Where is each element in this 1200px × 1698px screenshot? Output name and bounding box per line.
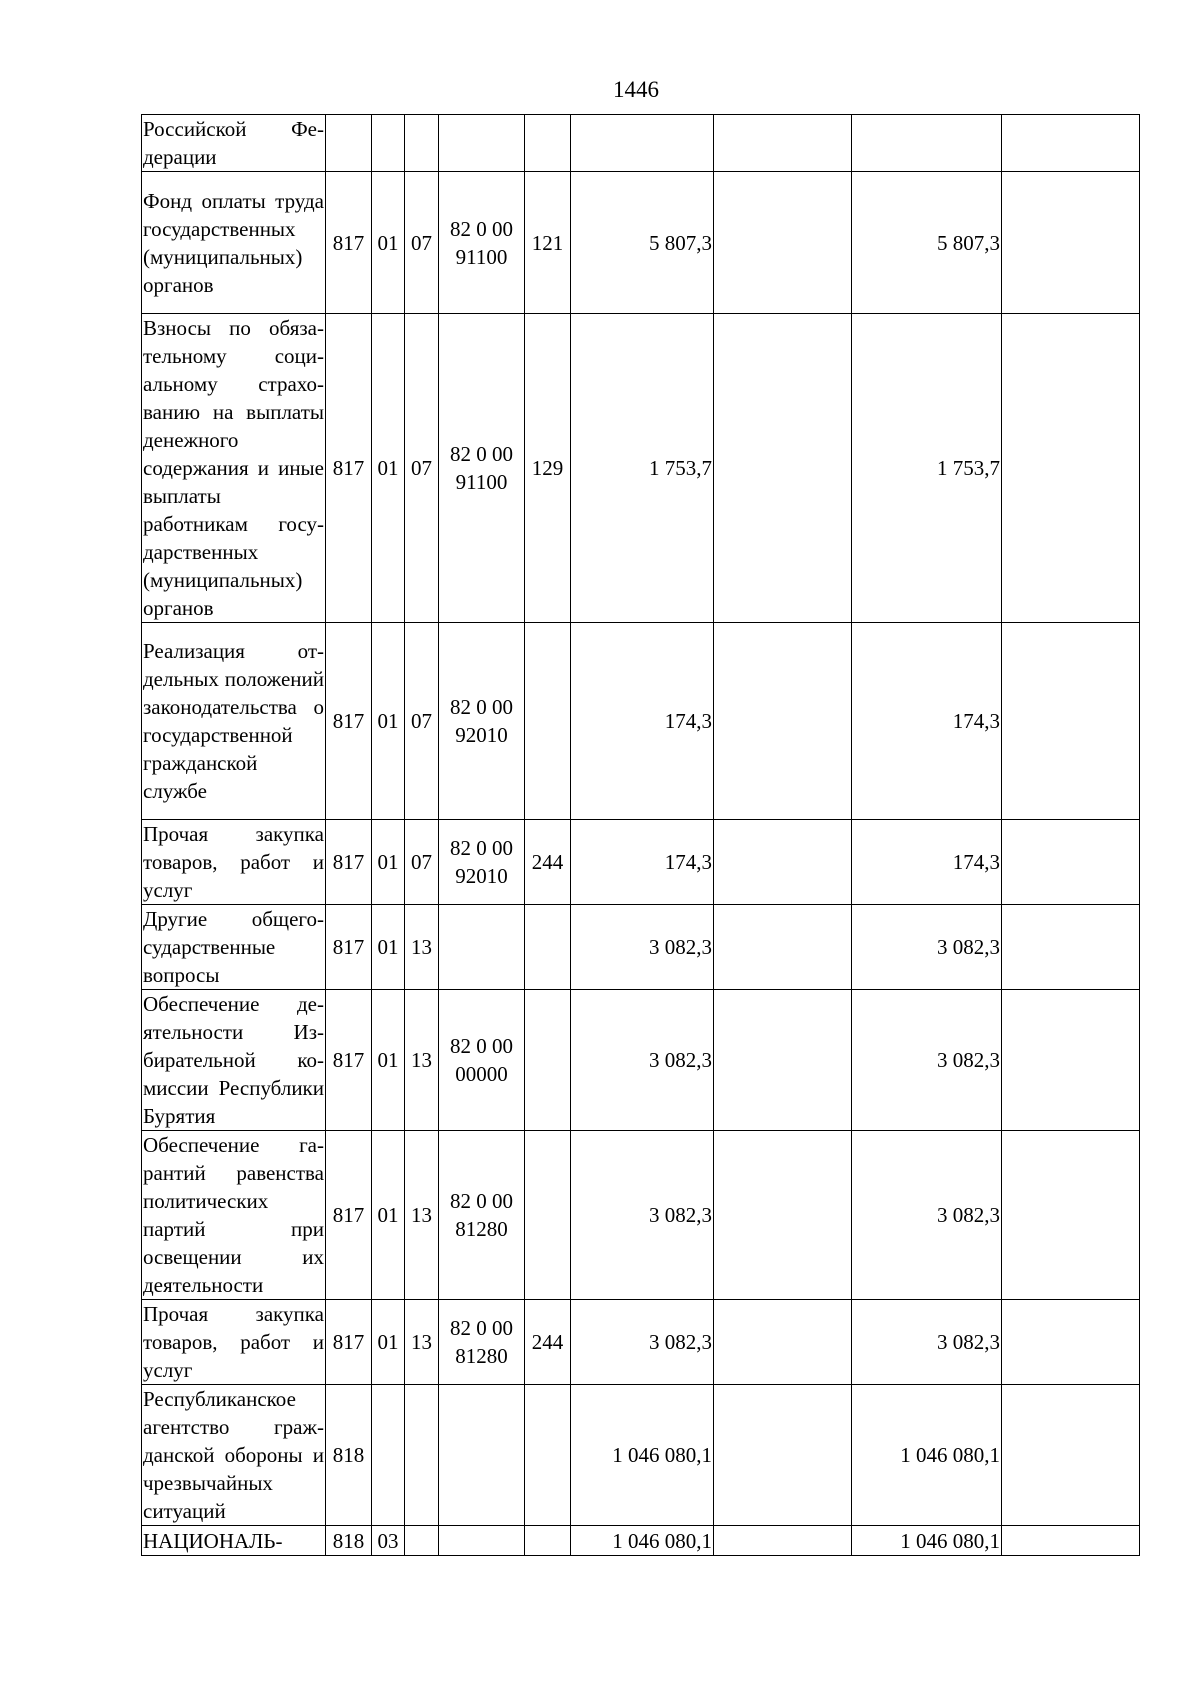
cell-target-article: 82 0 00 91100 — [439, 314, 525, 623]
cell-subsection: 13 — [405, 1300, 439, 1385]
cell-admin-code: 818 — [326, 1385, 372, 1526]
cell-section: 01 — [372, 623, 405, 820]
table-row — [142, 820, 1140, 905]
cell-target-article — [439, 1526, 525, 1556]
cell-amount-federal — [714, 990, 852, 1131]
cell-subsection: 13 — [405, 990, 439, 1131]
cell-amount-republic — [852, 115, 1002, 172]
cell-expense-type — [525, 115, 571, 172]
cell-target-article: 82 0 00 00000 — [439, 990, 525, 1131]
cell-subsection: 13 — [405, 1131, 439, 1300]
cell-admin-code: 817 — [326, 172, 372, 314]
cell-amount: 3 082,3 — [571, 1131, 714, 1300]
cell-amount-federal — [714, 115, 852, 172]
cell-section: 01 — [372, 172, 405, 314]
cell-target-article: 82 0 00 81280 — [439, 1131, 525, 1300]
cell-subsection — [405, 1526, 439, 1556]
cell-section: 03 — [372, 1526, 405, 1556]
cell-amount-federal — [714, 1385, 852, 1526]
cell-expense-type — [525, 905, 571, 990]
cell-subsection: 13 — [405, 905, 439, 990]
cell-amount: 174,3 — [571, 820, 714, 905]
table-row — [142, 172, 1140, 314]
cell-amount-federal — [714, 314, 852, 623]
cell-expense-type — [525, 1385, 571, 1526]
cell-admin-code: 817 — [326, 1300, 372, 1385]
cell-admin-code: 818 — [326, 1526, 372, 1556]
table-row — [142, 1300, 1140, 1385]
cell-amount-other — [1002, 1385, 1140, 1526]
cell-expense-type: 121 — [525, 172, 571, 314]
cell-expense-type — [525, 990, 571, 1131]
cell-expense-type: 244 — [525, 1300, 571, 1385]
cell-admin-code — [326, 115, 372, 172]
cell-target-article — [439, 1385, 525, 1526]
cell-amount-other — [1002, 990, 1140, 1131]
cell-amount-republic: 5 807,3 — [852, 172, 1002, 314]
cell-section — [372, 115, 405, 172]
cell-amount-other — [1002, 1131, 1140, 1300]
cell-amount: 3 082,3 — [571, 990, 714, 1131]
cell-amount: 3 082,3 — [571, 1300, 714, 1385]
cell-section: 01 — [372, 905, 405, 990]
cell-expense-type — [525, 1526, 571, 1556]
cell-target-article — [439, 905, 525, 990]
cell-description: Российской Федерации — [142, 115, 326, 172]
cell-amount-republic: 3 082,3 — [852, 905, 1002, 990]
cell-amount: 1 753,7 — [571, 314, 714, 623]
cell-amount-republic: 174,3 — [852, 820, 1002, 905]
cell-expense-type — [525, 623, 571, 820]
cell-amount-republic: 1 046 080,1 — [852, 1385, 1002, 1526]
cell-subsection — [405, 115, 439, 172]
cell-amount-republic: 3 082,3 — [852, 1131, 1002, 1300]
cell-admin-code: 817 — [326, 314, 372, 623]
cell-target-article: 82 0 00 91100 — [439, 172, 525, 314]
page-number: 1446 — [613, 77, 659, 102]
table-row — [142, 1385, 1140, 1526]
cell-description: Прочая закупка товаров, работ и услуг — [142, 820, 326, 905]
cell-description: Обеспечение деятельности Избирательной комиссии Республики Бурятия — [142, 990, 326, 1131]
table-row — [142, 905, 1140, 990]
cell-description: Обеспечение гарантий равенства политических партий при освещении их деятельности — [142, 1131, 326, 1300]
cell-target-article: 82 0 00 81280 — [439, 1300, 525, 1385]
cell-amount-republic: 1 753,7 — [852, 314, 1002, 623]
cell-section: 01 — [372, 820, 405, 905]
cell-expense-type: 129 — [525, 314, 571, 623]
cell-amount-republic: 3 082,3 — [852, 990, 1002, 1131]
cell-description: Прочая закупка товаров, работ и услуг — [142, 1300, 326, 1385]
cell-amount-other — [1002, 623, 1140, 820]
cell-admin-code: 817 — [326, 905, 372, 990]
cell-amount-other — [1002, 905, 1140, 990]
cell-target-article — [439, 115, 525, 172]
cell-amount-federal — [714, 172, 852, 314]
cell-amount-federal — [714, 820, 852, 905]
cell-amount-federal — [714, 905, 852, 990]
cell-amount-other — [1002, 820, 1140, 905]
cell-amount-republic: 174,3 — [852, 623, 1002, 820]
table-row — [142, 314, 1140, 623]
cell-amount-republic: 1 046 080,1 — [852, 1526, 1002, 1556]
cell-admin-code: 817 — [326, 1131, 372, 1300]
cell-expense-type — [525, 1131, 571, 1300]
cell-subsection: 07 — [405, 314, 439, 623]
cell-description: Взносы по обязательному социальному страхованию на выплаты денежного содержания и иные выплаты работникам государственных (муниципальных) органов — [142, 314, 326, 623]
cell-amount-other — [1002, 115, 1140, 172]
cell-target-article: 82 0 00 92010 — [439, 623, 525, 820]
cell-description: Фонд оплаты труда государственных (муниципальных) органов — [142, 172, 326, 314]
table-row — [142, 990, 1140, 1131]
cell-subsection — [405, 1385, 439, 1526]
cell-section: 01 — [372, 1300, 405, 1385]
cell-amount-other — [1002, 1526, 1140, 1556]
cell-amount-other — [1002, 314, 1140, 623]
cell-admin-code: 817 — [326, 820, 372, 905]
cell-amount: 174,3 — [571, 623, 714, 820]
cell-amount-other — [1002, 1300, 1140, 1385]
cell-section: 01 — [372, 314, 405, 623]
cell-description: Республиканское агентство гражданской обороны и чрезвычайных ситуаций — [142, 1385, 326, 1526]
cell-amount: 5 807,3 — [571, 172, 714, 314]
cell-amount: 1 046 080,1 — [571, 1385, 714, 1526]
cell-admin-code: 817 — [326, 990, 372, 1131]
cell-description: НАЦИОНАЛЬ- — [142, 1526, 326, 1556]
cell-section: 01 — [372, 990, 405, 1131]
cell-amount: 1 046 080,1 — [571, 1526, 714, 1556]
cell-admin-code: 817 — [326, 623, 372, 820]
cell-amount-federal — [714, 1300, 852, 1385]
table-row — [142, 623, 1140, 820]
cell-description: Другие общегосударственные вопросы — [142, 905, 326, 990]
cell-subsection: 07 — [405, 820, 439, 905]
budget-table — [141, 114, 1140, 1556]
cell-description: Реализация отдельных положений законодательства о государственной гражданской службе — [142, 623, 326, 820]
cell-amount-republic: 3 082,3 — [852, 1300, 1002, 1385]
cell-amount: 3 082,3 — [571, 905, 714, 990]
budget-table-body — [142, 115, 1140, 1556]
cell-amount-other — [1002, 172, 1140, 314]
cell-amount — [571, 115, 714, 172]
cell-subsection: 07 — [405, 172, 439, 314]
cell-amount-federal — [714, 623, 852, 820]
cell-section: 01 — [372, 1131, 405, 1300]
table-row — [142, 1526, 1140, 1556]
table-row — [142, 1131, 1140, 1300]
cell-target-article: 82 0 00 92010 — [439, 820, 525, 905]
cell-amount-federal — [714, 1526, 852, 1556]
cell-subsection: 07 — [405, 623, 439, 820]
cell-section — [372, 1385, 405, 1526]
cell-expense-type: 244 — [525, 820, 571, 905]
cell-amount-federal — [714, 1131, 852, 1300]
table-row — [142, 115, 1140, 172]
